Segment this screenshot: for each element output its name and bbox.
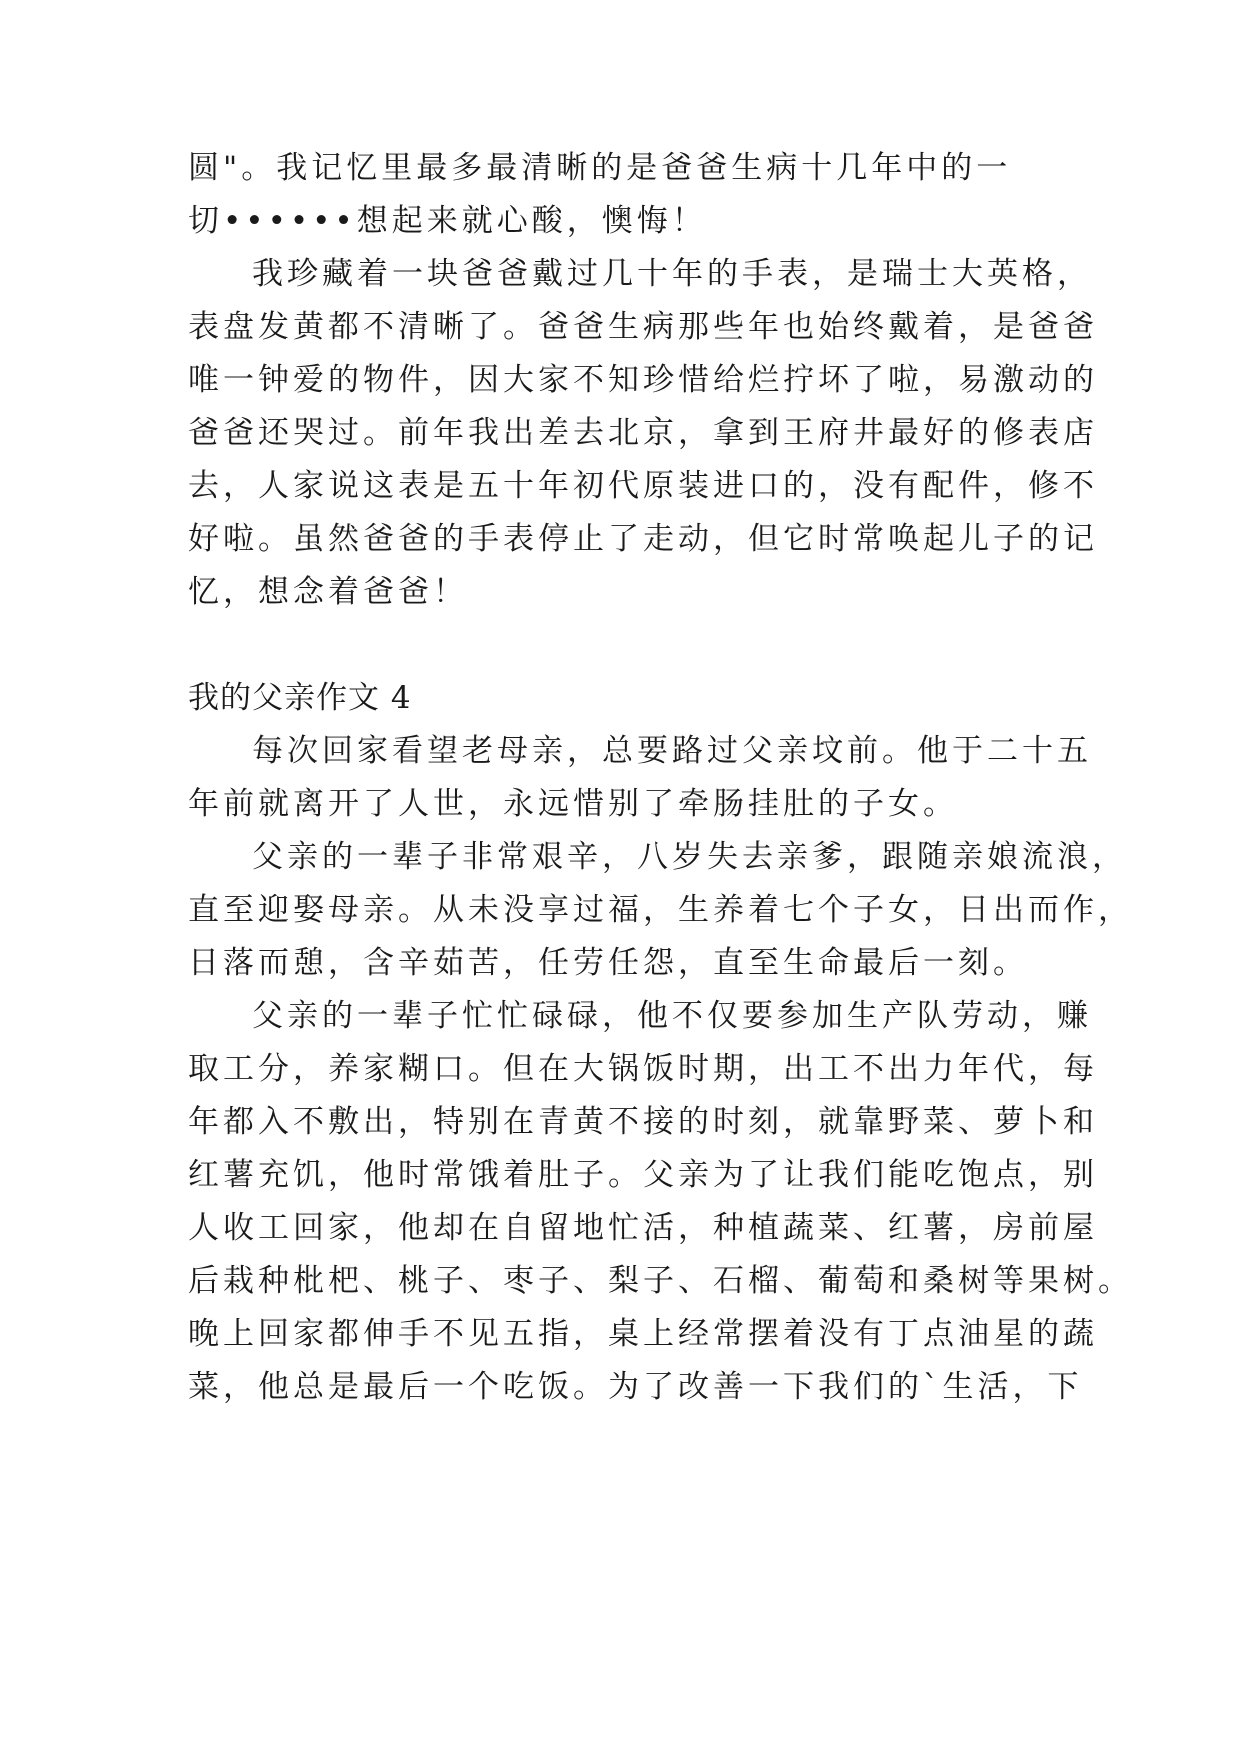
text-line: 日落而憩，含辛茹苦，任劳任怨，直至生命最后一刻。	[188, 945, 1028, 981]
text-line: 唯一钟爱的物件，因大家不知珍惜给烂拧坏了啦，易激动的	[188, 362, 1098, 398]
text-line: 菜，他总是最后一个吃饭。为了改善一下我们的`生活，下	[188, 1369, 1083, 1405]
text-line: 每次回家看望老母亲，总要路过父亲坟前。他于二十五	[252, 733, 1092, 769]
text-line: 好啦。虽然爸爸的手表停止了走动，但它时常唤起儿子的记	[188, 521, 1098, 557]
text-line: 年前就离开了人世，永远惜别了牵肠挂肚的子女。	[188, 786, 958, 822]
text-line: 圆"。我记忆里最多最清晰的是爸爸生病十几年中的一	[188, 150, 1012, 186]
text-line: 表盘发黄都不清晰了。爸爸生病那些年也始终戴着，是爸爸	[188, 309, 1098, 345]
text-line: 父亲的一辈子忙忙碌碌，他不仅要参加生产队劳动，赚	[252, 998, 1092, 1034]
text-line: 忆，想念着爸爸！	[188, 574, 468, 610]
text-line: 年都入不敷出，特别在青黄不接的时刻，就靠野菜、萝卜和	[188, 1104, 1098, 1140]
text-line: 红薯充饥，他时常饿着肚子。父亲为了让我们能吃饱点，别	[188, 1157, 1098, 1193]
text-line: 切••••••想起来就心酸，懊悔！	[188, 203, 707, 239]
text-line: 人收工回家，他却在自留地忙活，种植蔬菜、红薯，房前屋	[188, 1210, 1098, 1246]
text-line: 直至迎娶母亲。从未没享过福，生养着七个子女，日出而作，	[188, 892, 1133, 928]
text-line: 去，人家说这表是五十年初代原装进口的，没有配件，修不	[188, 468, 1098, 504]
text-line: 后栽种枇杷、桃子、枣子、梨子、石榴、葡萄和桑树等果树。	[188, 1263, 1133, 1299]
text-line: 晚上回家都伸手不见五指，桌上经常摆着没有丁点油星的蔬	[188, 1316, 1098, 1352]
text-line: 我珍藏着一块爸爸戴过几十年的手表，是瑞士大英格，	[252, 256, 1092, 292]
text-line: 父亲的一辈子非常艰辛，八岁失去亲爹，跟随亲娘流浪，	[252, 839, 1127, 875]
section-heading: 我的父亲作文 4	[188, 680, 412, 716]
text-line: 取工分，养家糊口。但在大锅饭时期，出工不出力年代，每	[188, 1051, 1098, 1087]
text-line: 爸爸还哭过。前年我出差去北京，拿到王府井最好的修表店	[188, 415, 1098, 451]
